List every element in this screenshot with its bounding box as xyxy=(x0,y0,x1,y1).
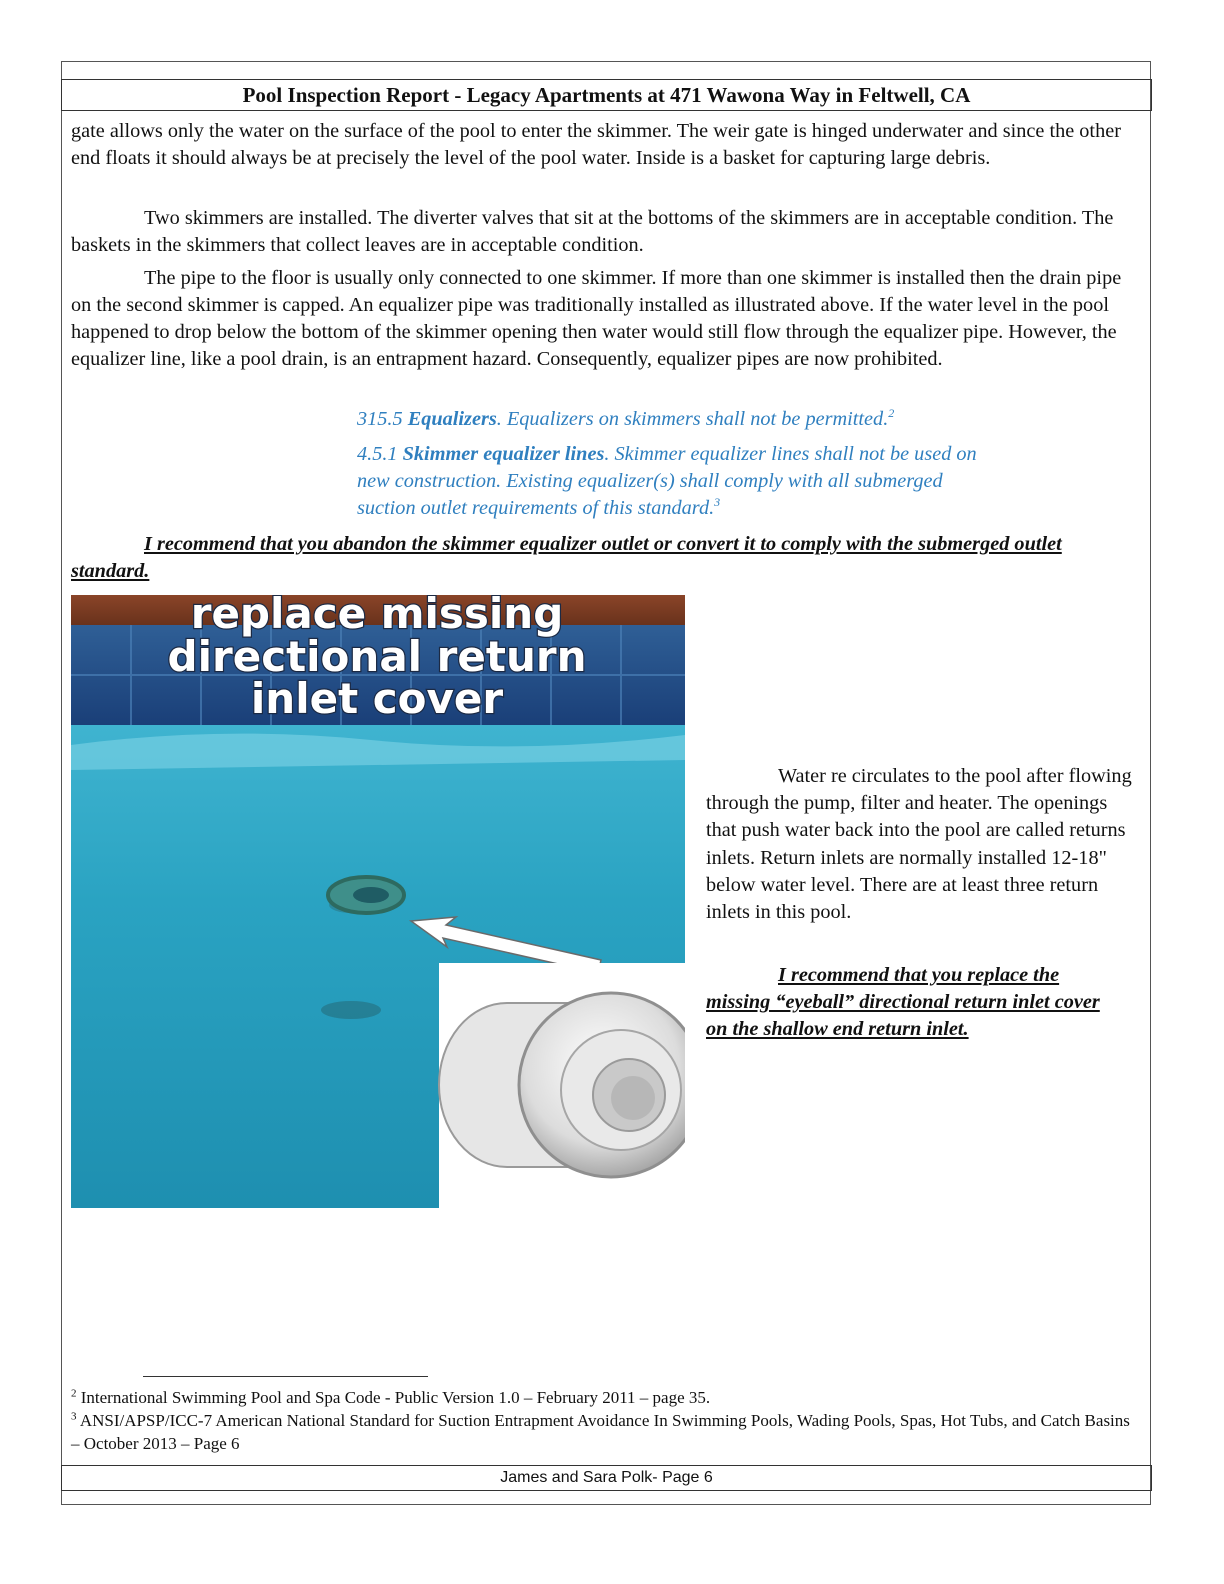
footnote-ref: 3 xyxy=(714,495,721,510)
side-paragraph-text: Water re circulates to the pool after flowing through the pump, filter and heater. The openings that push water back into the pool are called returns inlets. Return inlets are normally installed 12-18" below water level. There are at least three return inlets in this pool. xyxy=(706,765,1132,924)
quote-number: 4.5.1 xyxy=(357,443,403,465)
quote-text: . Equalizers on skimmers shall not be permitted. xyxy=(496,408,889,430)
page-footer xyxy=(61,1465,1152,1491)
report-header xyxy=(61,79,1152,111)
photo-caption-line-3: inlet cover xyxy=(250,674,504,723)
side-paragraph xyxy=(706,763,1136,926)
footnote-text: International Swimming Pool and Spa Code - Public Version 1.0 – February 2011 – page 35. xyxy=(80,1388,711,1407)
quote-number: 315.5 xyxy=(357,408,408,430)
footnote-text: ANSI/APSP/ICC-7 American National Standard for Suction Entrapment Avoidance In Swimming Pools, Wading Pools, Spas, Hot Tubs, and Catch Basins – October 2013 – Page 6 xyxy=(71,1411,1130,1453)
footnote-2 xyxy=(71,1386,1141,1409)
footnotes xyxy=(71,1386,1141,1455)
photo-caption-line-1: replace missing xyxy=(190,595,564,638)
footnote-marker: 2 xyxy=(71,1387,77,1400)
return-inlet-center xyxy=(353,887,389,903)
footnote-divider xyxy=(143,1376,428,1377)
footnote-3 xyxy=(71,1409,1141,1455)
body-paragraph-1 xyxy=(71,118,1139,172)
eyeball-fitting-illustration xyxy=(439,993,685,1177)
photo-caption-line-2: directional return xyxy=(167,632,587,681)
return-inlet-photo xyxy=(71,595,685,1208)
body-paragraph-3 xyxy=(71,265,1139,373)
paragraph-text: Two skimmers are installed. The diverter valves that sit at the bottoms of the skimmers are in acceptable condition. The baskets in the skimmers that collect leaves are in acceptable condition. xyxy=(71,207,1114,256)
code-quote-skimmer-equalizer xyxy=(357,441,987,522)
footnote-ref: 2 xyxy=(888,406,895,421)
quote-term: Skimmer equalizer lines xyxy=(402,443,605,465)
body-paragraph-2 xyxy=(71,205,1139,259)
quote-term: Equalizers xyxy=(407,408,497,430)
paragraph-text: gate allows only the water on the surface of the pool to enter the skimmer. The weir gate is hinged underwater and since the other end floats it should always be at precisely the level of the pool water. Inside is a basket for capturing large debris. xyxy=(71,120,1121,169)
code-quote-equalizers xyxy=(357,406,997,433)
report-title: Pool Inspection Report - Legacy Apartments at 471 Wawona Way in Feltwell, CA xyxy=(242,83,971,107)
paragraph-text: The pipe to the floor is usually only connected to one skimmer. If more than one skimmer is installed then the drain pipe on the second skimmer is capped. An equalizer pipe was traditionally installed as illustrated above. If the water level in the pool happened to drop below the bottom of the skimmer opening then water would still flow through the equalizer pipe. However, the equalizer line, like a pool drain, is an entrapment hazard. Consequently, equalizer pipes are now prohibited. xyxy=(71,267,1122,370)
recommendation-equalizer xyxy=(71,531,1139,585)
recommendation-return-inlet xyxy=(706,962,1126,1044)
stain xyxy=(321,1001,381,1019)
recommendation-text: I recommend that you abandon the skimmer equalizer outlet or convert it to comply with the submerged outlet standard. xyxy=(71,533,1062,582)
recommendation-text: I recommend that you replace the missing “eyeball” directional return inlet cover on the shallow end return inlet. xyxy=(706,964,1100,1041)
footnote-marker: 3 xyxy=(71,1410,77,1423)
footer-text: James and Sara Polk- Page 6 xyxy=(500,1469,713,1486)
quote-text: . Skimmer equalizer lines shall not be used on new construction. Existing equalizer(s) shall comply with all submerged suction outlet requirements of this standard. xyxy=(357,443,977,519)
